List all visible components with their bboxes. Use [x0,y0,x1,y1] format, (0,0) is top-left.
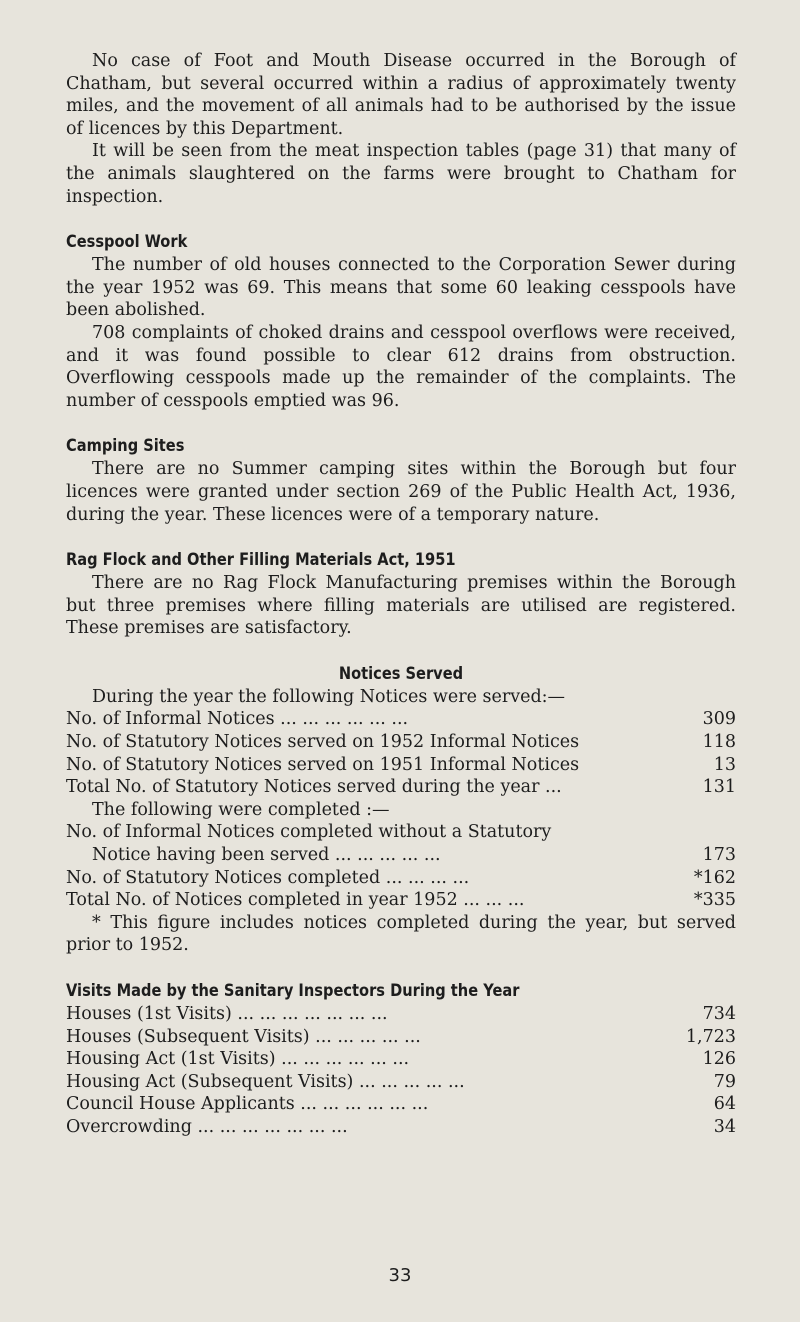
notices-heading: Notices Served [338,663,464,684]
notice-row [66,754,736,777]
notice-row [66,708,736,731]
visits-row [66,1026,736,1049]
completed-row-label-cont: Notice having been served ... ... ... ... ... [92,845,441,866]
notice-row-label: No. of Statutory Notices served on 1952 Informal Notices [66,732,580,753]
cesspool-section [66,230,736,412]
notices-intro: During the year the following Notices were served:— [92,686,566,707]
notice-row [66,731,736,754]
visits-row [66,1071,736,1094]
notice-row-label: Total No. of Statutory Notices served during the year ... [66,777,562,798]
visits-row-label: Overcrowding ... ... ... ... ... ... ... [66,1116,348,1137]
visits-row-label: Council House Applicants ... ... ... ... ... ... [66,1094,429,1115]
notice-row-value: 13 [713,754,736,775]
completed-intro: The following were completed :— [92,799,390,820]
cesspool-heading: Cesspool Work [66,232,188,253]
visits-row-value: 64 [713,1094,736,1115]
visits-row-value: 34 [713,1116,736,1137]
visits-row-label: Housing Act (Subsequent Visits) ... ... ... ... ... [66,1071,465,1092]
cesspool-paragraph-1: The number of old houses connected to the Corporation Sewer during the year 1952 was 69. This means that some 60 leaking cesspools have been abolished. [66,255,736,321]
completed-row [66,889,736,912]
camping-paragraph: There are no Summer camping sites within the Borough but four licences were granted under section 269 of the Public Health Act, 1936, during the year. These licences were of a temporary nature. [66,459,736,525]
ragflock-section [66,548,736,640]
notice-row [66,776,736,799]
completed-row-value: 173 [702,845,736,866]
camping-section [66,434,736,526]
completed-row-value: *162 [693,867,736,888]
completed-row-first-line [66,821,736,844]
visits-row [66,1003,736,1026]
completed-row [66,867,736,890]
visits-row-value: 734 [702,1004,736,1024]
completed-row-label: Total No. of Notices completed in year 1952 ... ... ... [66,890,525,911]
notices-section [66,662,736,957]
completed-row-continuation [66,844,736,867]
page-number: 33 [388,1265,412,1286]
visits-section [66,979,736,1139]
visits-heading: Visits Made by the Sanitary Inspectors During the Year [66,981,520,1001]
completed-row-label: No. of Statutory Notices completed ... ... ... ... [66,867,470,888]
completed-row-label: No. of Informal Notices completed without a Statutory [66,822,552,843]
intro-paragraph-2: It will be seen from the meat inspection tables (page 31) that many of the animals slaughtered on the farms were brought to Chatham for inspection. [66,141,736,207]
ragflock-paragraph: There are no Rag Flock Manufacturing premises within the Borough but three premises where filling materials are utilised are registered. These premises are satisfactory. [66,573,736,639]
visits-row-value: 1,723 [685,1026,736,1047]
notice-row-value: 309 [702,709,736,730]
page-content [66,50,736,1139]
visits-row-label: Houses (Subsequent Visits) ... ... ... ... ... [66,1026,421,1047]
visits-row [66,1116,736,1139]
visits-row-value: 126 [702,1049,736,1070]
visits-row-label: Housing Act (1st Visits) ... ... ... ... ... ... [66,1049,410,1070]
cesspool-paragraph-2: 708 complaints of choked drains and cesspool overflows were received, and it was found possible to clear 612 drains from obstruction. Overflowing cesspools made up the remainder of the complaints. The number of cesspools emptied was 96. [66,322,736,411]
notice-row-value: 118 [702,732,736,753]
camping-heading: Camping Sites [66,436,185,457]
notice-row-label: No. of Informal Notices ... ... ... ... ... ... [66,709,409,730]
completed-row-value: *335 [693,890,736,911]
notice-row-label: No. of Statutory Notices served on 1951 Informal Notices [66,754,580,775]
visits-row [66,1048,736,1071]
visits-row-label: Houses (1st Visits) ... ... ... ... ... ... ... [66,1004,388,1024]
notice-row-value: 131 [702,777,736,798]
notices-footnote: * This figure includes notices completed during the year, but served prior to 1952. [66,912,736,956]
visits-row [66,1093,736,1116]
ragflock-heading: Rag Flock and Other Filling Materials Act, 1951 [66,550,456,571]
intro-paragraph-1: No case of Foot and Mouth Disease occurred in the Borough of Chatham, but several occurred within a radius of approximately twenty miles, and the movement of all animals had to be authorised by the issue of licences by this Department. [66,51,736,139]
visits-row-value: 79 [713,1071,736,1092]
